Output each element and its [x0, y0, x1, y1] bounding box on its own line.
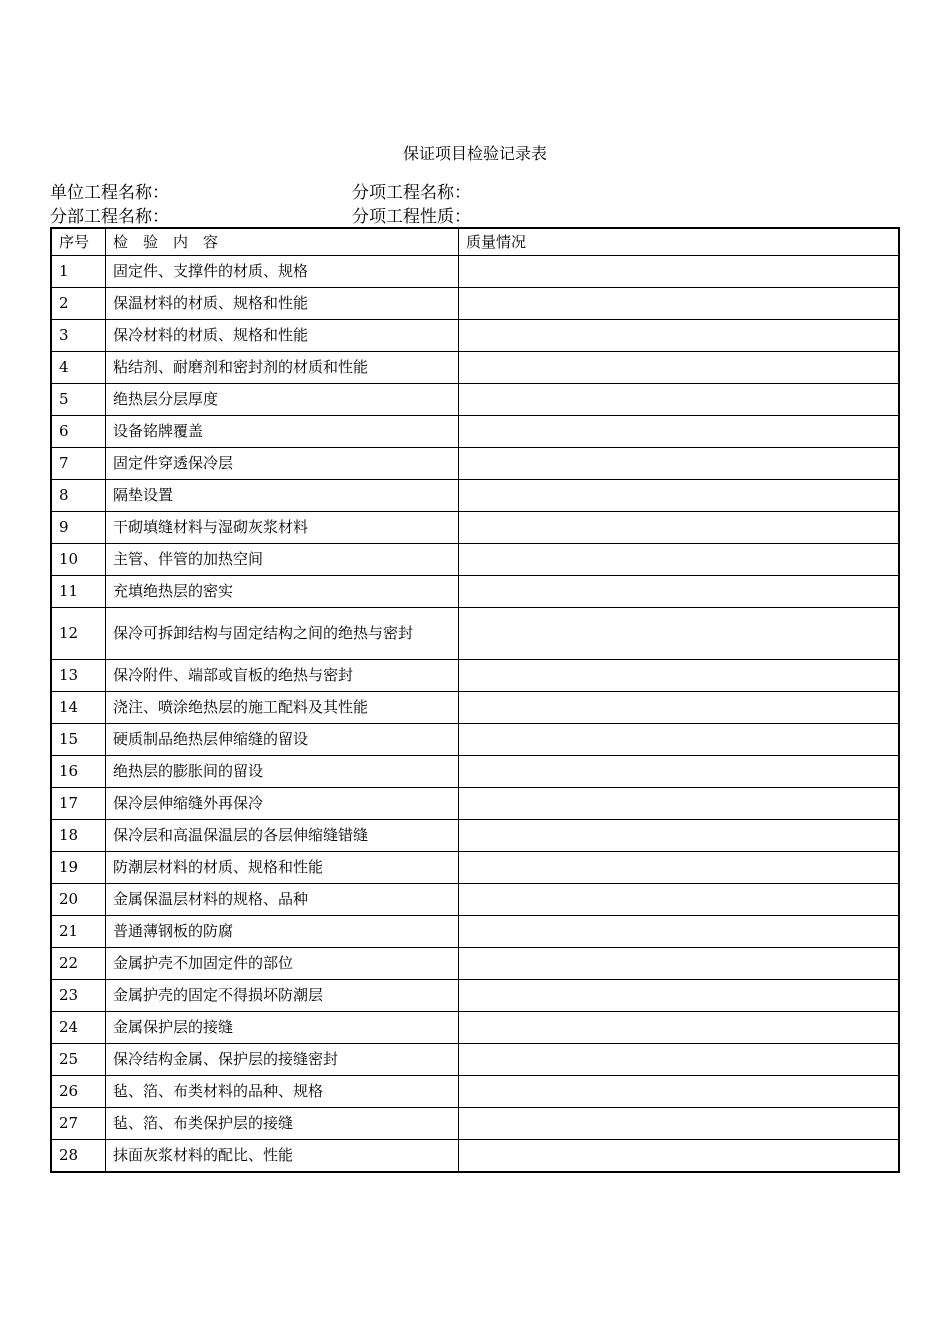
row-number: 18 — [51, 820, 106, 852]
table-row — [51, 480, 899, 512]
row-number: 12 — [51, 608, 106, 660]
row-quality — [459, 480, 900, 512]
table-row — [51, 788, 899, 820]
table-row — [51, 256, 899, 288]
row-content: 毡、箔、布类材料的品种、规格 — [106, 1076, 459, 1108]
row-content: 金属保温层材料的规格、品种 — [106, 884, 459, 916]
table-row — [51, 820, 899, 852]
row-quality — [459, 1044, 900, 1076]
row-quality — [459, 1012, 900, 1044]
row-number: 26 — [51, 1076, 106, 1108]
row-content: 干砌填缝材料与湿砌灰浆材料 — [106, 512, 459, 544]
row-quality — [459, 916, 900, 948]
row-number: 24 — [51, 1012, 106, 1044]
row-quality — [459, 576, 900, 608]
row-quality — [459, 692, 900, 724]
table-row — [51, 320, 899, 352]
table-row — [51, 1140, 899, 1173]
row-content: 保冷层伸缩缝外再保冷 — [106, 788, 459, 820]
row-content: 保温材料的材质、规格和性能 — [106, 288, 459, 320]
row-content: 金属护壳不加固定件的部位 — [106, 948, 459, 980]
table-row — [51, 916, 899, 948]
row-content: 抹面灰浆材料的配比、性能 — [106, 1140, 459, 1173]
row-content: 防潮层材料的材质、规格和性能 — [106, 852, 459, 884]
row-content: 充填绝热层的密实 — [106, 576, 459, 608]
row-quality — [459, 352, 900, 384]
row-content: 主管、伴管的加热空间 — [106, 544, 459, 576]
row-number: 1 — [51, 256, 106, 288]
row-content: 绝热层的膨胀间的留设 — [106, 756, 459, 788]
row-number: 9 — [51, 512, 106, 544]
row-number: 14 — [51, 692, 106, 724]
table-row — [51, 724, 899, 756]
table-row — [51, 852, 899, 884]
row-quality — [459, 884, 900, 916]
row-number: 27 — [51, 1108, 106, 1140]
table-row — [51, 756, 899, 788]
row-number: 8 — [51, 480, 106, 512]
row-number: 22 — [51, 948, 106, 980]
row-number: 15 — [51, 724, 106, 756]
table-row — [51, 980, 899, 1012]
row-number: 5 — [51, 384, 106, 416]
row-number: 3 — [51, 320, 106, 352]
row-quality — [459, 852, 900, 884]
row-content: 固定件、支撑件的材质、规格 — [106, 256, 459, 288]
row-quality — [459, 756, 900, 788]
row-content: 金属护壳的固定不得损坏防潮层 — [106, 980, 459, 1012]
table-row — [51, 884, 899, 916]
page-title: 保证项目检验记录表 — [402, 144, 547, 163]
row-quality — [459, 948, 900, 980]
row-number: 25 — [51, 1044, 106, 1076]
table-row — [51, 384, 899, 416]
table-row — [51, 1076, 899, 1108]
row-content: 保冷附件、端部或盲板的绝热与密封 — [106, 660, 459, 692]
row-number: 21 — [51, 916, 106, 948]
row-content: 保冷层和高温保温层的各层伸缩缝错缝 — [106, 820, 459, 852]
table-header-row — [51, 228, 899, 256]
table-row — [51, 576, 899, 608]
row-content: 浇注、喷涂绝热层的施工配料及其性能 — [106, 692, 459, 724]
row-quality — [459, 724, 900, 756]
row-number: 20 — [51, 884, 106, 916]
row-number: 7 — [51, 448, 106, 480]
table-row — [51, 692, 899, 724]
table-row — [51, 512, 899, 544]
row-quality — [459, 1076, 900, 1108]
unit-project-label: 单位工程名称： — [50, 183, 169, 203]
row-quality — [459, 820, 900, 852]
row-quality — [459, 320, 900, 352]
row-content: 设备铭牌覆盖 — [106, 416, 459, 448]
row-quality — [459, 660, 900, 692]
row-content: 粘结剂、耐磨剂和密封剂的材质和性能 — [106, 352, 459, 384]
row-quality — [459, 256, 900, 288]
row-number: 17 — [51, 788, 106, 820]
row-content: 硬质制品绝热层伸缩缝的留设 — [106, 724, 459, 756]
row-content: 毡、箔、布类保护层的接缝 — [106, 1108, 459, 1140]
row-quality — [459, 416, 900, 448]
row-quality — [459, 384, 900, 416]
row-content: 绝热层分层厚度 — [106, 384, 459, 416]
row-quality — [459, 544, 900, 576]
table-row — [51, 1044, 899, 1076]
row-content: 固定件穿透保冷层 — [106, 448, 459, 480]
row-number: 16 — [51, 756, 106, 788]
row-quality — [459, 1140, 900, 1173]
row-number: 6 — [51, 416, 106, 448]
row-quality — [459, 980, 900, 1012]
table-row — [51, 608, 899, 660]
row-number: 11 — [51, 576, 106, 608]
row-number: 2 — [51, 288, 106, 320]
table-row — [51, 416, 899, 448]
row-number: 23 — [51, 980, 106, 1012]
row-number: 13 — [51, 660, 106, 692]
row-number: 19 — [51, 852, 106, 884]
row-quality — [459, 448, 900, 480]
row-quality — [459, 608, 900, 660]
table-row — [51, 352, 899, 384]
table-row — [51, 948, 899, 980]
row-content: 隔垫设置 — [106, 480, 459, 512]
row-number: 10 — [51, 544, 106, 576]
table-row — [51, 660, 899, 692]
row-content: 保冷结构金属、保护层的接缝密封 — [106, 1044, 459, 1076]
row-quality — [459, 512, 900, 544]
row-content: 金属保护层的接缝 — [106, 1012, 459, 1044]
sub-part-project-label: 分部工程名称： — [50, 207, 169, 227]
row-quality — [459, 788, 900, 820]
row-number: 4 — [51, 352, 106, 384]
header-no: 序号 — [51, 228, 106, 256]
sub-item-nature-label: 分项工程性质： — [352, 207, 471, 227]
table-row — [51, 544, 899, 576]
table-row — [51, 448, 899, 480]
row-quality — [459, 1108, 900, 1140]
inspection-table — [50, 227, 900, 1173]
row-content: 保冷材料的材质、规格和性能 — [106, 320, 459, 352]
row-quality — [459, 288, 900, 320]
row-number: 28 — [51, 1140, 106, 1173]
row-content: 普通薄钢板的防腐 — [106, 916, 459, 948]
table-row — [51, 288, 899, 320]
header-quality: 质量情况 — [459, 228, 900, 256]
table-row — [51, 1108, 899, 1140]
table-row — [51, 1012, 899, 1044]
header-content: 检 验 内 容 — [106, 228, 459, 256]
sub-item-project-label: 分项工程名称： — [352, 183, 471, 203]
row-content: 保冷可拆卸结构与固定结构之间的绝热与密封 — [106, 608, 459, 660]
